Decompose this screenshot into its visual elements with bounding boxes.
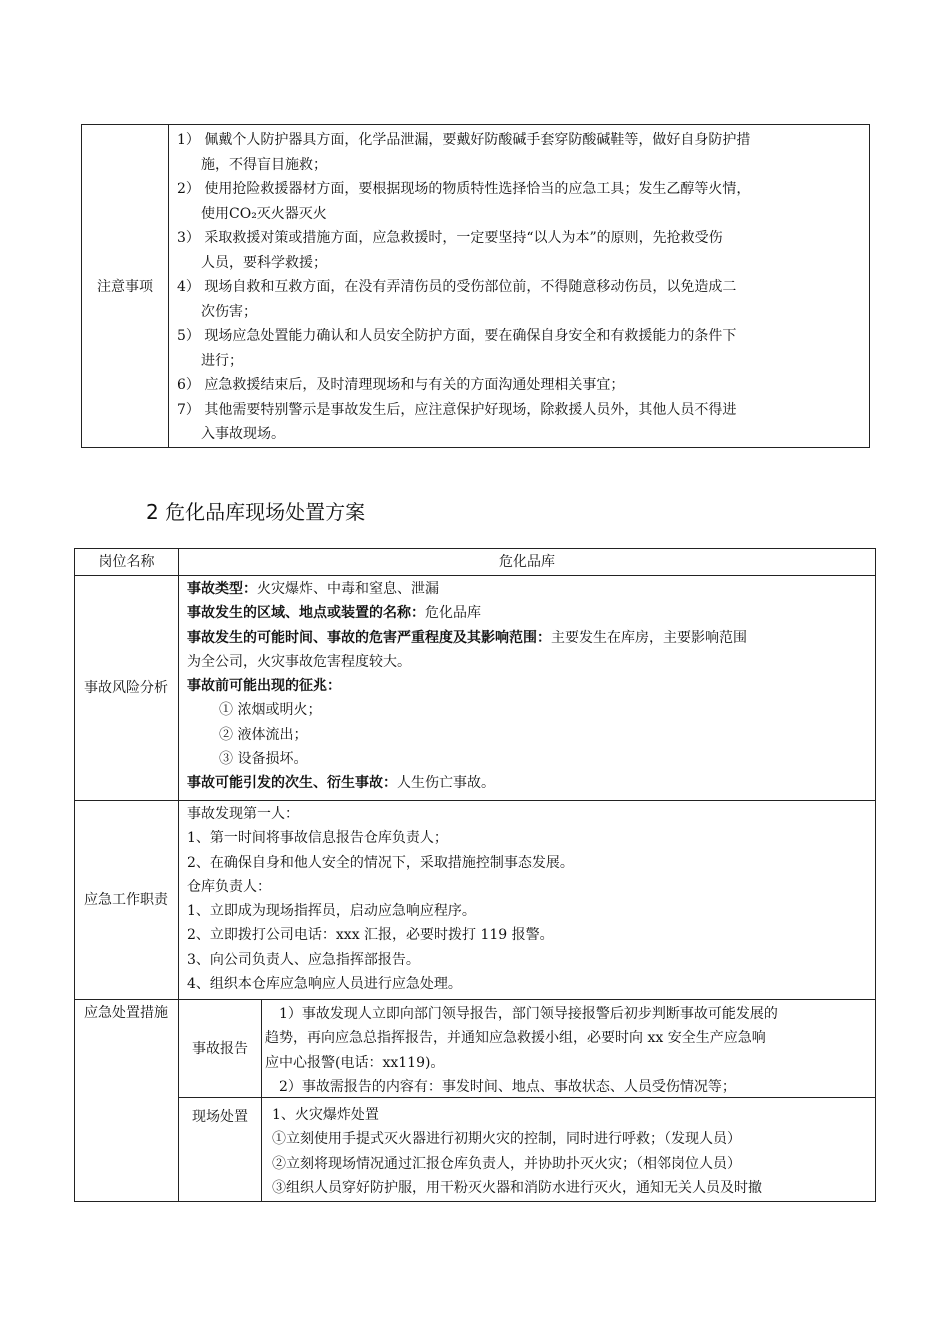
precautions-list — [177, 128, 862, 447]
precaution-item: 4） 现场自救和互救方面，在没有弄清伤员的受伤部位前，不得随意移动伤员，以免造成二 次伤害； — [177, 279, 737, 320]
duties-label: 应急工作职责 — [84, 892, 168, 908]
site-handling-content: 1、火灾爆炸处置 ①立刻使用手提式灭火器进行初期火灾的控制，同时进行呼救；（发现人员） ②立刻将现场情况通过汇报仓库负责人，并协助扑灭火灾；（相邻岗位人员） ③组织人员穿好防护服，用干粉灭火器和消防水进行灭火，通知无关人员及时撤 — [272, 1107, 762, 1196]
precaution-item: 3） 采取救援对策或措施方面，应急救援时，一定要坚持“以人为本”的原则，先抢救受伤 人员，要科学救援； — [177, 230, 723, 271]
post-name-label: 岗位名称 — [98, 554, 155, 570]
response-plan-table — [74, 548, 876, 1202]
section-heading: 2 危化品库现场处置方案 — [146, 500, 366, 524]
precaution-item: 7） 其他需要特别警示是事故发生后，应注意保护好现场，除救援人员外，其他人员不得进 入事故现场。 — [177, 401, 737, 442]
duties-content: 事故发现第一人： 1、第一时间将事故信息报告仓库负责人； 2、在确保自身和他人安全的情况下，采取措施控制事态发展。 仓库负责人： 1、立即成为现场指挥员，启动应急响应程序。 2、立即拨打公司电话：xxx 汇报，必要时拨打 119 报警。 3、向公司负责人、应急指挥部报告。 4、组织本仓库应急响应人员进行应急处理。 — [187, 806, 574, 993]
incident-report-content: 1）事故发现人立即向部门领导报告，部门领导接报警后初步判断事故可能发展的 趋势，再向应急总指挥报告，并通知应急救援小组，必要时向 xx 安全生产应急响 应中心报警(电话：xx119)。 2）事故需报告的内容有：事发时间、地点、事故状态、人员受伤情况等； — [265, 1006, 778, 1095]
precaution-item: 5） 现场应急处置能力确认和人员安全防护方面，要在确保自身安全和有救援能力的条件下 进行； — [177, 328, 737, 369]
site-handling-label: 现场处置 — [192, 1109, 248, 1125]
precautions-table — [81, 124, 870, 448]
precaution-item: 2） 使用抢险救援器材方面，要根据现场的物质特性选择恰当的应急工具；发生乙醇等火情， 使用CO₂灭火器灭火 — [177, 181, 751, 222]
incident-report-label: 事故报告 — [192, 1040, 248, 1057]
precaution-item: 1） 佩戴个人防护器具方面，化学品泄漏，要戴好防酸碱手套穿防酸碱鞋等，做好自身防护措 施，不得盲目施救； — [177, 132, 751, 173]
precaution-item: 6） 应急救援结束后，及时清理现场和与有关的方面沟通处理相关事宜； — [177, 377, 625, 393]
risk-analysis-label: 事故风险分析 — [84, 680, 168, 696]
risk-analysis-content: 事故类型：火灾爆炸、中毒和窒息、泄漏 事故发生的区域、地点或装置的名称：危化品库 事故发生的可能时间、事故的危害严重程度及其影响范围：主要发生在库房，主要影响范围 为全公司，火灾事故危害程度较大。 事故前可能出现的征兆： ① 浓烟或明火； ② 液体流出； ③ 设备损坏。 事故可能引发的次生、衍生事故：人生伤亡事故。 — [187, 581, 747, 792]
measures-label: 应急处置措施 — [84, 1005, 168, 1021]
post-name-value: 危化品库 — [499, 554, 555, 570]
precautions-label: 注意事项 — [82, 125, 169, 447]
